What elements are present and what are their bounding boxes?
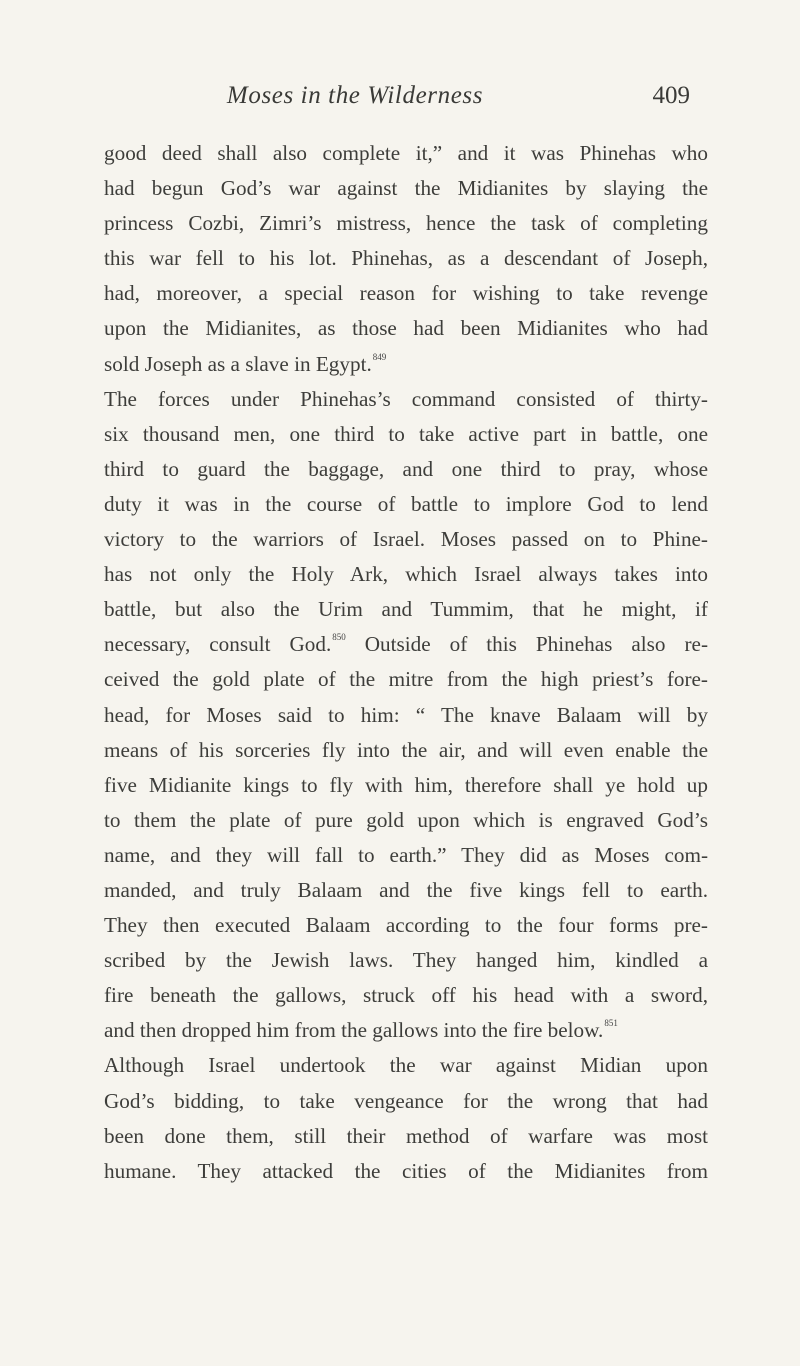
text-line: God’s bidding, to take vengeance for the wrong that had — [104, 1088, 708, 1113]
text-line: sold Joseph as a slave in Egypt.$^{849}$ — [104, 351, 387, 376]
text-line: scribed by the Jewish laws. They hanged him, kindled a — [104, 948, 708, 973]
footnote-marker: 849 — [372, 351, 387, 362]
running-title: Moses in the Wilderness — [226, 82, 484, 109]
text-line: humane. They attacked the cities of the Midianites from — [104, 1158, 708, 1183]
text-line: third to guard the baggage, and one third to pray, whose — [104, 456, 708, 481]
footnote-marker: 851 — [604, 1018, 618, 1029]
text-line: has not only the Holy Ark, which Israel always takes into — [104, 562, 708, 587]
text-line: head, for Moses said to him: “ The knave Balaam will by — [104, 702, 708, 727]
text-line: good deed shall also complete it,” and it was Phinehas who — [104, 141, 708, 165]
text-line: ceived the gold plate of the mitre from the high priest’s fore- — [104, 667, 708, 692]
text-line: princess Cozbi, Zimri’s mistress, hence the task of completing — [104, 211, 708, 236]
text-line: six thousand men, one third to take active part in battle, one — [104, 421, 708, 446]
text-line: to them the plate of pure gold upon which is engraved God’s — [104, 807, 708, 832]
text-line: battle, but also the Urim and Tummim, that he might, if — [104, 597, 708, 622]
text-line: been done them, still their method of warfare was most — [104, 1123, 708, 1148]
text-line: manded, and truly Balaam and the five kings fell to earth. — [104, 877, 708, 902]
text-line: Although Israel undertook the war against Midian upon — [104, 1053, 708, 1078]
text-line: five Midianite kings to fly with him, therefore shall ye hold up — [104, 772, 708, 797]
footnote-marker: 850 — [332, 632, 346, 643]
text-line: duty it was in the course of battle to implore God to lend — [104, 491, 708, 516]
text-line: The forces under Phinehas’s command consisted of thirty- — [104, 386, 708, 411]
running-head — [150, 82, 690, 122]
text-line: had, moreover, a special reason for wishing to take revenge — [104, 281, 708, 306]
text-line: this war fell to his lot. Phinehas, as a descendant of Joseph, — [104, 246, 708, 271]
text-line: upon the Midianites, as those had been Midianites who had — [104, 316, 708, 341]
text-line: fire beneath the gallows, struck off his head with a sword, — [104, 983, 708, 1008]
body-text — [104, 136, 708, 1189]
text-line: had begun God’s war against the Midianites by slaying the — [104, 176, 708, 201]
text-line: victory to the warriors of Israel. Moses passed on to Phine- — [104, 527, 708, 552]
page-number: 409 — [652, 82, 690, 109]
text-line: They then executed Balaam according to the four forms pre- — [104, 913, 708, 938]
text-line: and then dropped him from the gallows into the fire below.$^{851}$ — [104, 1018, 618, 1043]
text-line: name, and they will fall to earth.” They did as Moses com- — [104, 842, 708, 867]
text-line: means of his sorceries fly into the air, and will even enable the — [104, 737, 708, 762]
text-line: necessary, consult God.$^{850}$ Outside of this Phinehas also re- — [104, 632, 709, 657]
